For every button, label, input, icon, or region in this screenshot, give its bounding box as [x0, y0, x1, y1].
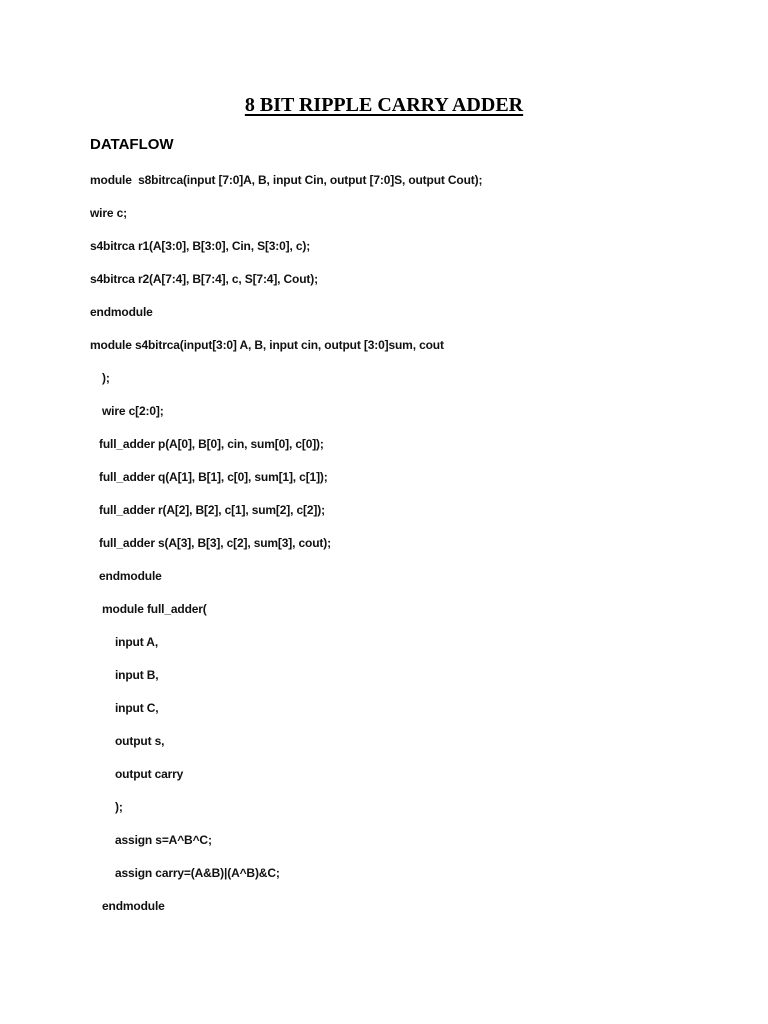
code-line: full_adder r(A[2], B[2], c[1], sum[2], c[2]); [99, 503, 325, 517]
code-line: endmodule [99, 569, 162, 583]
code-line: full_adder s(A[3], B[3], c[2], sum[3], cout); [99, 536, 331, 550]
code-line: ); [115, 800, 123, 814]
code-line: full_adder p(A[0], B[0], cin, sum[0], c[0]); [99, 437, 324, 451]
code-line: s4bitrca r2(A[7:4], B[7:4], c, S[7:4], Cout); [90, 272, 318, 286]
code-line: input C, [115, 701, 159, 715]
code-line: full_adder q(A[1], B[1], c[0], sum[1], c[1]); [99, 470, 328, 484]
code-line: output carry [115, 767, 184, 781]
code-line: wire c[2:0]; [102, 404, 164, 418]
code-line: assign carry=(A&B)|(A^B)&C; [115, 866, 280, 880]
code-line: input A, [115, 635, 159, 649]
code-line: endmodule [102, 899, 165, 913]
code-line: output s, [115, 734, 165, 748]
code-line: s4bitrca r1(A[3:0], B[3:0], Cin, S[3:0], c); [90, 239, 311, 253]
document-title: 8 BIT RIPPLE CARRY ADDER [244, 94, 524, 116]
code-line: assign s=A^B^C; [115, 833, 212, 847]
code-line: module full_adder( [102, 602, 207, 616]
section-heading: DATAFLOW [90, 136, 174, 153]
code-line: endmodule [90, 305, 153, 319]
code-line: input B, [115, 668, 159, 682]
code-line: module s4bitrca(input[3:0] A, B, input cin, output [3:0]sum, cout [90, 338, 444, 352]
code-line: module s8bitrca(input [7:0]A, B, input Cin, output [7:0]S, output Cout); [90, 173, 483, 187]
code-line: wire c; [90, 206, 127, 220]
code-line: ); [102, 371, 110, 385]
